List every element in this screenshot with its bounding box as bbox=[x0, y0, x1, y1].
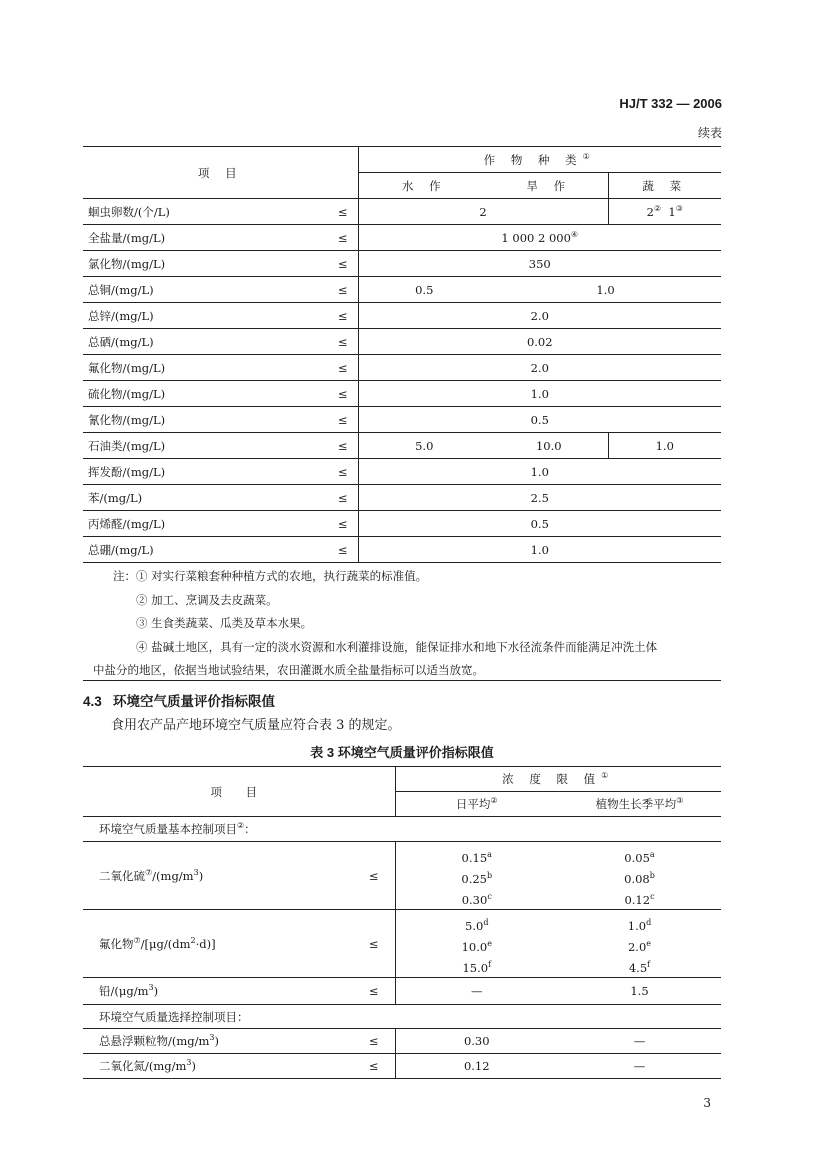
daily-value: 0.12 bbox=[395, 1054, 558, 1079]
value-cell: 2.0 bbox=[358, 355, 721, 381]
table-row bbox=[83, 199, 721, 225]
le-symbol: ≤ bbox=[328, 329, 358, 355]
table-row bbox=[83, 303, 721, 329]
page-number: 3 bbox=[703, 1096, 711, 1110]
header-concentration: 浓 度 限 值① bbox=[395, 767, 721, 792]
growth-values: 0.05$^a$ 0.08$^b$ 0.12$^c$ bbox=[558, 842, 721, 910]
note-4-continued: 中盐分的地区，依据当地试验结果，农田灌溉水质全盐量指标可以适当放宽。 bbox=[93, 663, 484, 677]
row-name: 硫化物/(mg/L) bbox=[83, 381, 328, 407]
le-symbol: ≤ bbox=[328, 225, 358, 251]
le-symbol: ≤ bbox=[328, 303, 358, 329]
table-row bbox=[83, 355, 721, 381]
table-row bbox=[83, 511, 721, 537]
value-cell-water: 5.0 bbox=[358, 433, 490, 459]
row-name: 丙烯醛/(mg/L) bbox=[83, 511, 328, 537]
row-name: 氯化物/(mg/L) bbox=[83, 251, 328, 277]
le-symbol: ≤ bbox=[328, 537, 358, 563]
table-row bbox=[83, 485, 721, 511]
value-cell-vegetable: 1.0 bbox=[608, 433, 721, 459]
group-row bbox=[83, 817, 721, 842]
table-row bbox=[83, 407, 721, 433]
row-name: 总硼/(mg/L) bbox=[83, 537, 328, 563]
row-name: 二氧化硫$^⑦/(mg/m^3)$ bbox=[83, 842, 353, 910]
table-row bbox=[83, 225, 721, 251]
value-cell: 350 bbox=[358, 251, 721, 277]
le-symbol: ≤ bbox=[328, 381, 358, 407]
continued-label: 续表 bbox=[697, 126, 722, 140]
header-growth-season-average: 植物生长季平均③ bbox=[558, 792, 721, 817]
value-cell: 1 000 2 000④ bbox=[358, 225, 721, 251]
value-cell: 2.0 bbox=[358, 303, 721, 329]
table-row bbox=[83, 251, 721, 277]
table-row bbox=[83, 459, 721, 485]
ambient-air-table bbox=[83, 766, 721, 1079]
value-cell: 1.0 bbox=[358, 459, 721, 485]
le-symbol: ≤ bbox=[353, 1054, 395, 1079]
note-4: ④ 盐碱土地区，具有一定的淡水资源和水利灌排设施，能保证排水和地下水径流条件而能满足冲洗土体 bbox=[136, 639, 658, 654]
value-cell: 0.5 bbox=[358, 511, 721, 537]
header-water: 水 作 bbox=[358, 173, 490, 199]
row-name: 二氧化氮$/(mg/m^3)$ bbox=[83, 1054, 353, 1079]
table-row bbox=[83, 842, 721, 910]
row-name: 铅$/(\mu g/m^3)$ bbox=[83, 978, 353, 1005]
irrigation-water-table bbox=[83, 146, 721, 563]
row-name: 挥发酚/(mg/L) bbox=[83, 459, 328, 485]
row-name: 苯/(mg/L) bbox=[83, 485, 328, 511]
group-row bbox=[83, 1005, 721, 1029]
header-dry: 旱 作 bbox=[490, 173, 608, 199]
value-cell: 1.0 bbox=[358, 381, 721, 407]
table-row bbox=[83, 910, 721, 978]
value-cell: 2 bbox=[358, 199, 608, 225]
standard-number: HJ/T 332 — 2006 bbox=[619, 96, 722, 111]
table-caption: 表 3 环境空气质量评价指标限值 bbox=[310, 745, 494, 760]
le-symbol: ≤ bbox=[353, 842, 395, 910]
le-symbol: ≤ bbox=[328, 485, 358, 511]
table-header-row bbox=[83, 147, 721, 173]
le-symbol: ≤ bbox=[328, 251, 358, 277]
table-row bbox=[83, 329, 721, 355]
row-name: 总悬浮颗粒物$/(mg/m^3)$ bbox=[83, 1029, 353, 1054]
note-3: ③ 生食类蔬菜、瓜类及草本水果。 bbox=[136, 616, 313, 630]
table-header-row bbox=[83, 767, 721, 792]
row-name: 蛔虫卵数/(个/L) bbox=[83, 199, 328, 225]
row-name: 氟化物/(mg/L) bbox=[83, 355, 328, 381]
daily-values: 5.0$^d$ 10.0e 15.0$^f$ bbox=[395, 910, 558, 978]
row-name: 总硒/(mg/L) bbox=[83, 329, 328, 355]
le-symbol: ≤ bbox=[328, 459, 358, 485]
table-notes bbox=[83, 553, 721, 681]
note-1: 注：① 对实行菜粮套种种植方式的农地，执行蔬菜的标准值。 bbox=[113, 569, 428, 583]
value-cell: 0.02 bbox=[358, 329, 721, 355]
le-symbol: ≤ bbox=[328, 199, 358, 225]
table-row bbox=[83, 1029, 721, 1054]
le-symbol: ≤ bbox=[328, 407, 358, 433]
le-symbol: ≤ bbox=[328, 433, 358, 459]
row-name: 总锌/(mg/L) bbox=[83, 303, 328, 329]
row-name: 石油类/(mg/L) bbox=[83, 433, 328, 459]
value-cell: 2.5 bbox=[358, 485, 721, 511]
group-basic-items: 环境空气质量基本控制项目②： bbox=[83, 817, 721, 842]
growth-value: — bbox=[558, 1054, 721, 1079]
value-cell-other: 1.0 bbox=[490, 277, 721, 303]
daily-values: 0.15$^a$ 0.25$^b$ 0.30$^c$ bbox=[395, 842, 558, 910]
header-vegetable: 蔬 菜 bbox=[608, 173, 721, 199]
value-cell-vegetable: 2② 1③ bbox=[608, 199, 721, 225]
growth-value: — bbox=[558, 1029, 721, 1054]
le-symbol: ≤ bbox=[328, 277, 358, 303]
row-name: 全盐量/(mg/L) bbox=[83, 225, 328, 251]
group-optional-items: 环境空气质量选择控制项目： bbox=[83, 1005, 721, 1029]
value-cell-water: 0.5 bbox=[358, 277, 490, 303]
section-paragraph: 食用农产品产地环境空气质量应符合表 3 的规定。 bbox=[111, 718, 401, 733]
le-symbol: ≤ bbox=[328, 355, 358, 381]
table-row bbox=[83, 1054, 721, 1079]
table-row bbox=[83, 433, 721, 459]
le-symbol: ≤ bbox=[353, 1029, 395, 1054]
growth-value: 1.5 bbox=[558, 978, 721, 1005]
row-name: 氰化物/(mg/L) bbox=[83, 407, 328, 433]
table-row bbox=[83, 277, 721, 303]
table-row bbox=[83, 381, 721, 407]
row-name: 总铜/(mg/L) bbox=[83, 277, 328, 303]
header-daily-average: 日平均② bbox=[395, 792, 558, 817]
le-symbol: ≤ bbox=[328, 511, 358, 537]
daily-value: — bbox=[395, 978, 558, 1005]
growth-values: 1.0$^d$ 2.0e 4.5$^f$ bbox=[558, 910, 721, 978]
le-symbol: ≤ bbox=[353, 978, 395, 1005]
row-name: 氟化物$^⑦/[\mu g/(dm^2\cdot d)]$ bbox=[83, 910, 353, 978]
value-cell: 0.5 bbox=[358, 407, 721, 433]
le-symbol: ≤ bbox=[353, 910, 395, 978]
header-item: 项 目 bbox=[83, 767, 395, 817]
note-2: ② 加工、烹调及去皮蔬菜。 bbox=[136, 592, 278, 607]
section-heading: 4.3 环境空气质量评价指标限值 bbox=[83, 694, 276, 709]
value-cell: 1.0 bbox=[358, 537, 721, 563]
header-crop-type: 作 物 种 类① bbox=[358, 147, 721, 173]
value-cell-dry: 10.0 bbox=[490, 433, 608, 459]
daily-value: 0.30 bbox=[395, 1029, 558, 1054]
table-row bbox=[83, 978, 721, 1005]
header-item: 项 目 bbox=[83, 147, 358, 199]
